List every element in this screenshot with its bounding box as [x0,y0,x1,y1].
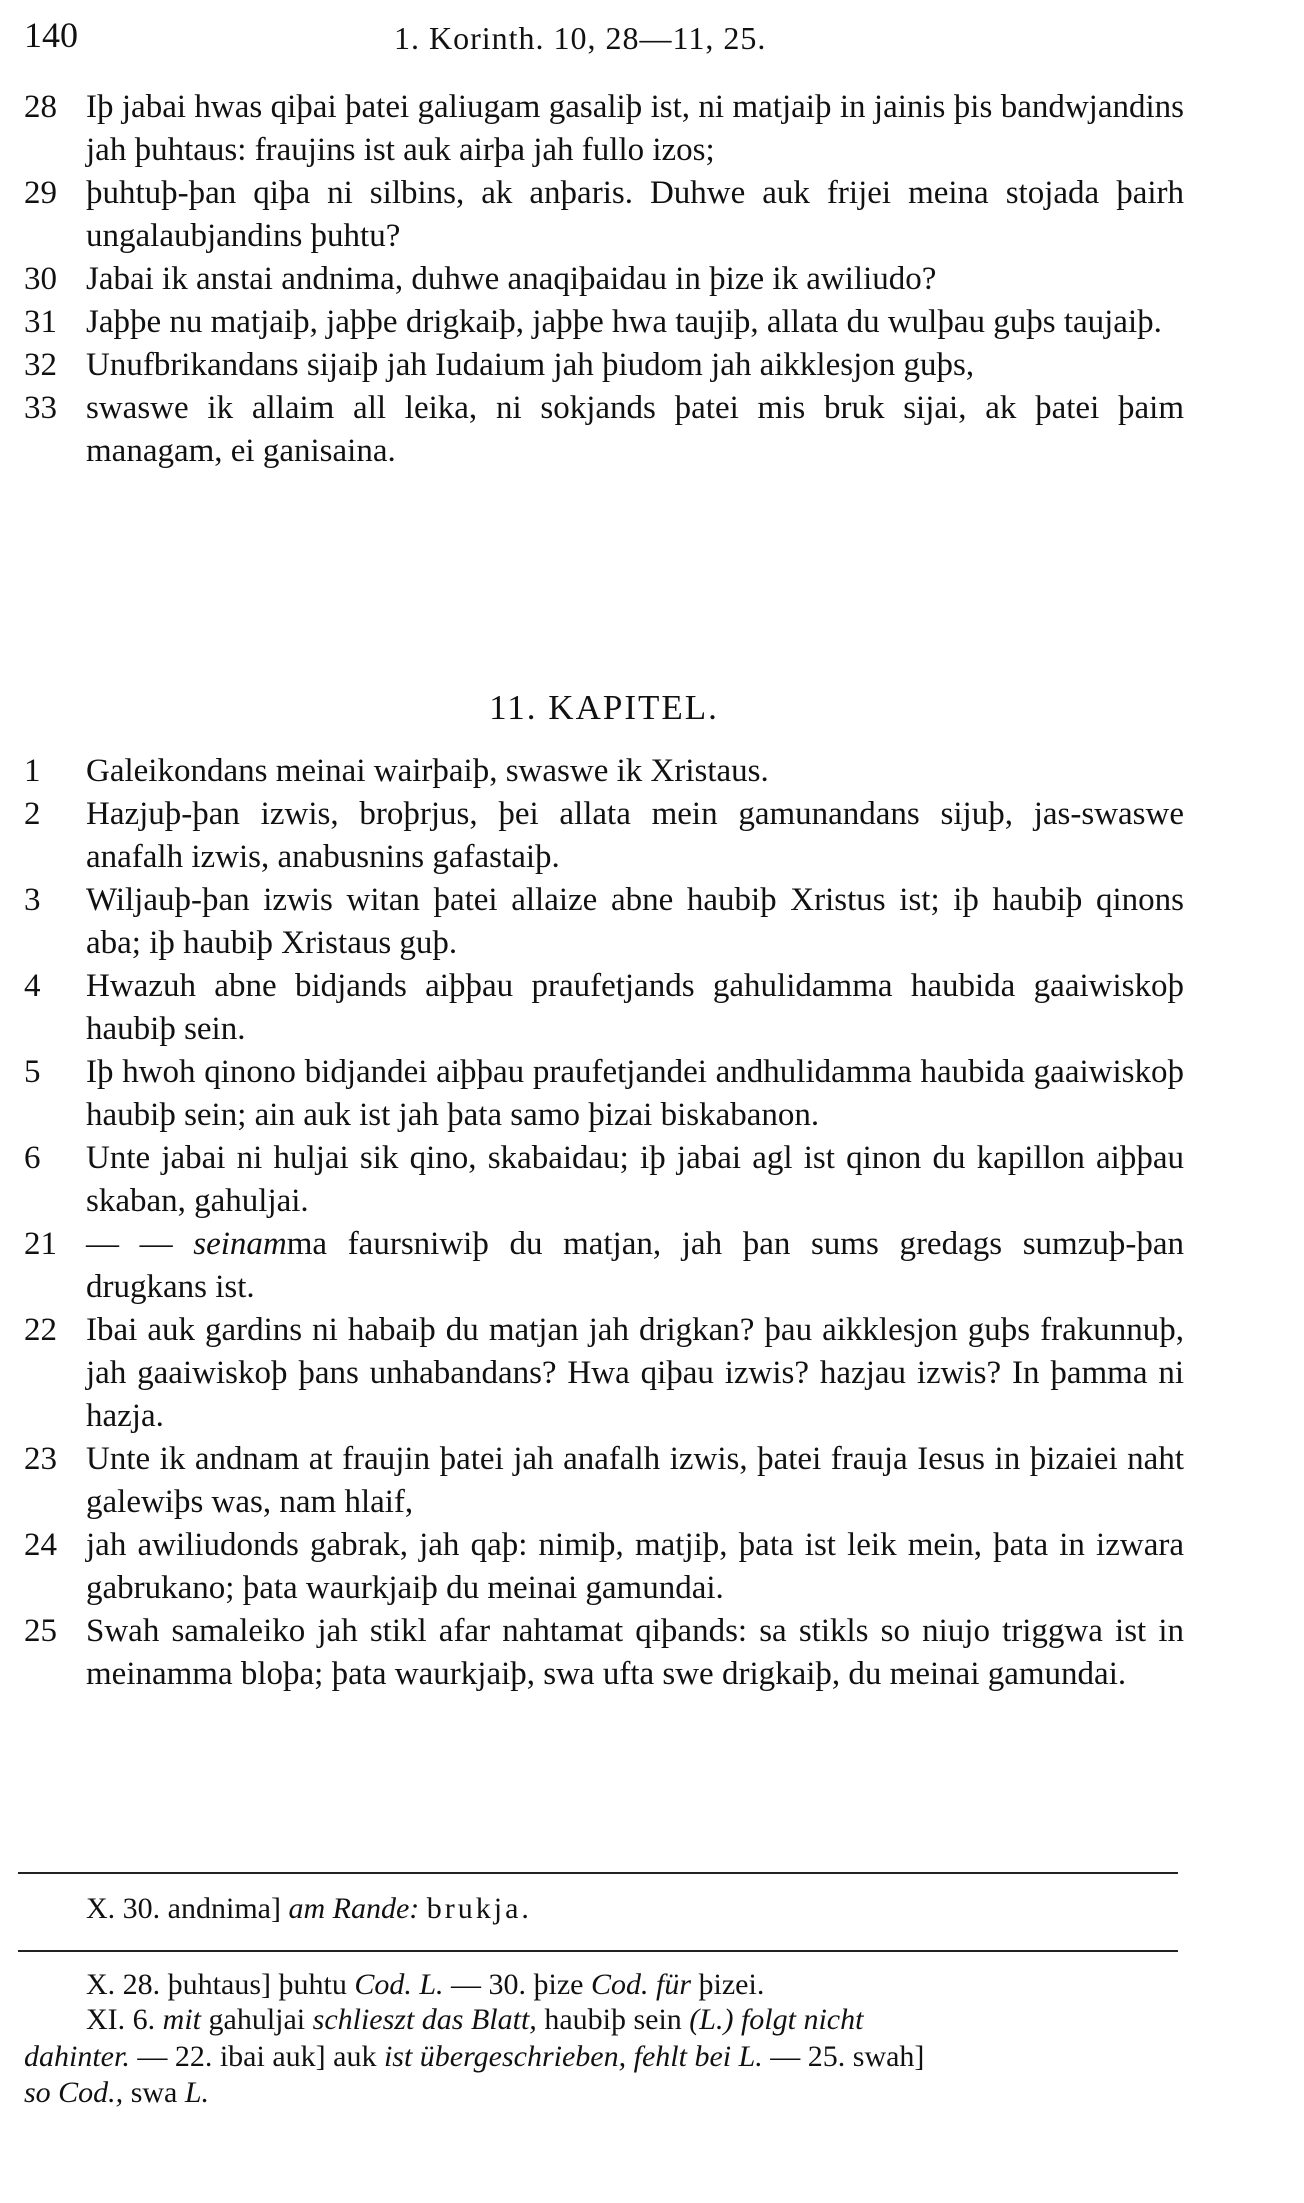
verse [24,1610,1184,1696]
apparatus-italic: L. [184,2076,210,2109]
verse [24,879,1184,965]
chapter-heading: 11. KAPITEL. [489,688,719,727]
apparatus-text: XI. 6. [86,2003,156,2036]
verse-text: þuhtuþ-þan qiþa ni silbins, ak anþaris. Duhwe auk frijei meina stojada þairh ungalaubjandins þuhtu? [86,175,1184,254]
verse [24,1524,1184,1610]
divider [18,1872,1178,1874]
verse-number: 28 [24,89,57,125]
apparatus-line [24,2040,1184,2074]
apparatus-text: — 22. ibai auk] auk [137,2040,377,2073]
apparatus-italic: dahinter. [24,2040,130,2073]
verse-text: Iþ jabai hwas qiþai þatei galiugam gasaliþ ist, ni matjaiþ in jainis þis bandwjandins jah þuhtaus: fraujins ist auk airþa jah fullo izos; [86,89,1184,168]
note-text: brukja. [426,1892,532,1925]
apparatus-text: swa [130,2076,178,2109]
apparatus-italic: mit [162,2003,201,2036]
verse [24,793,1184,879]
verse-number: 29 [24,175,57,211]
verse [24,344,1184,387]
verse-italic: seinam [193,1226,287,1262]
verse-text: Unufbrikandans sijaiþ jah Iudaium jah þiudom jah aikklesjon guþs, [86,347,975,383]
verse [24,301,1184,344]
verse [24,1309,1184,1438]
divider [18,1950,1178,1952]
verse [24,1438,1184,1524]
verses-chapter-11 [24,750,1184,1696]
verses-chapter-10 [24,86,1184,473]
apparatus-line [24,2076,1184,2110]
verse-text: Wiljauþ-þan izwis witan þatei allaize abne haubiþ Xristus ist; iþ haubiþ qinons aba; iþ haubiþ Xristaus guþ. [86,882,1184,961]
apparatus-italic: Cod. für [591,1968,692,2001]
verse [24,86,1184,172]
verse [24,965,1184,1051]
verse-number: 4 [24,968,41,1004]
apparatus-italic: so Cod., [24,2076,124,2109]
verse [24,387,1184,473]
verse-number: 2 [24,796,41,832]
verse-number: 32 [24,347,57,383]
verse-number: 33 [24,390,57,426]
verse [24,258,1184,301]
verse-text: jah awiliudonds gabrak, jah qaþ: nimiþ, matjiþ, þata ist leik mein, þata in izwara gabrukano; þata waurkjaiþ du meinai gamundai. [86,1527,1184,1606]
verse-text: Unte jabai ni huljai sik qino, skabaidau; iþ jabai agl ist qinon du kapillon aiþþau skaban, gahuljai. [86,1140,1184,1219]
verse-number: 5 [24,1054,41,1090]
apparatus-italic: schlieszt das Blatt, [312,2003,537,2036]
verse-number: 3 [24,882,41,918]
verse-number: 21 [24,1226,57,1262]
apparatus-line [24,1968,1184,2002]
verse [24,1051,1184,1137]
verse-text: Ibai auk gardins ni habaiþ du matjan jah drigkan? þau aikklesjon guþs frakunnuþ, jah gaaiwiskoþ þans unhabandans? Hwa qiþau izwis? hazjau izwis? In þamma ni hazja. [86,1312,1184,1434]
verse-number: 22 [24,1312,57,1348]
apparatus-text: — 25. swah] [770,2040,925,2073]
page-number: 140 [24,15,78,55]
verse [24,1223,1184,1309]
verse-text: Hazjuþ-þan izwis, broþrjus, þei allata mein gamunandans sijuþ, jas-swaswe anafalh izwis, anabusnins gafastaiþ. [86,796,1184,875]
apparatus-italic: ist übergeschrieben, fehlt bei L. [383,2040,763,2073]
apparatus-italic: Cod. L. [354,1968,444,2001]
apparatus-text: þizei. [698,1968,765,2001]
verse-text: swaswe ik allaim all leika, ni sokjands þatei mis bruk sijai, ak þatei þaim managam, ei ganisaina. [86,390,1184,469]
verse [24,750,1184,793]
verse-number: 23 [24,1441,57,1477]
verse-number: 1 [24,753,41,789]
apparatus-text: haubiþ sein [544,2003,682,2036]
verse-number: 30 [24,261,57,297]
note-ref: X. 30. andnima] [86,1892,281,1925]
verse-text: Jabai ik anstai andnima, duhwe anaqiþaidau in þize ik awiliudo? [86,261,937,297]
verse [24,1137,1184,1223]
verse-number: 31 [24,304,57,340]
page-header [24,14,1174,60]
note-italic: am Rande: [288,1892,420,1925]
verse-text: Galeikondans meinai wairþaiþ, swaswe ik Xristaus. [86,753,769,789]
apparatus-text: gahuljai [208,2003,306,2036]
verse [24,172,1184,258]
verse-number: 24 [24,1527,57,1563]
verse-text [86,1223,1184,1309]
verse-text: Hwazuh abne bidjands aiþþau praufetjands gahulidamma haubida gaaiwiskoþ haubiþ sein. [86,968,1184,1047]
verse-text: Unte ik andnam at fraujin þatei jah anafalh izwis, þatei frauja Iesus in þizaiei naht galewiþs was, nam hlaif, [86,1441,1184,1520]
apparatus-italic: (L.) folgt nicht [689,2003,864,2036]
margin-note [24,1892,1184,1926]
verse-body: ma faursniwiþ du matjan, jah þan sums gredags sumzuþ-þan drugkans ist. [86,1226,1184,1305]
verse-text: Jaþþe nu matjaiþ, jaþþe drigkaiþ, jaþþe hwa taujiþ, allata du wulþau guþs taujaiþ. [86,304,1162,340]
verse-number: 6 [24,1140,41,1176]
apparatus-text: — 30. þize [451,1968,584,2001]
verse-text: Swah samaleiko jah stikl afar nahtamat qiþands: sa stikls so niujo triggwa ist in meinamma bloþa; þata waurkjaiþ, swa ufta swe drigkaiþ, du meinai gamundai. [86,1613,1184,1692]
verse-text: Iþ hwoh qinono bidjandei aiþþau praufetjandei andhulidamma haubida gaaiwiskoþ haubiþ sein; ain auk ist jah þata samo þizai biskabanon. [86,1054,1184,1133]
verse-prefix: — — [86,1226,194,1262]
apparatus-text: X. 28. þuhtaus] þuhtu [86,1968,347,2001]
running-head: 1. Korinth. 10, 28—11, 25. [394,20,767,56]
apparatus-line [24,2003,1184,2037]
verse-number: 25 [24,1613,57,1649]
